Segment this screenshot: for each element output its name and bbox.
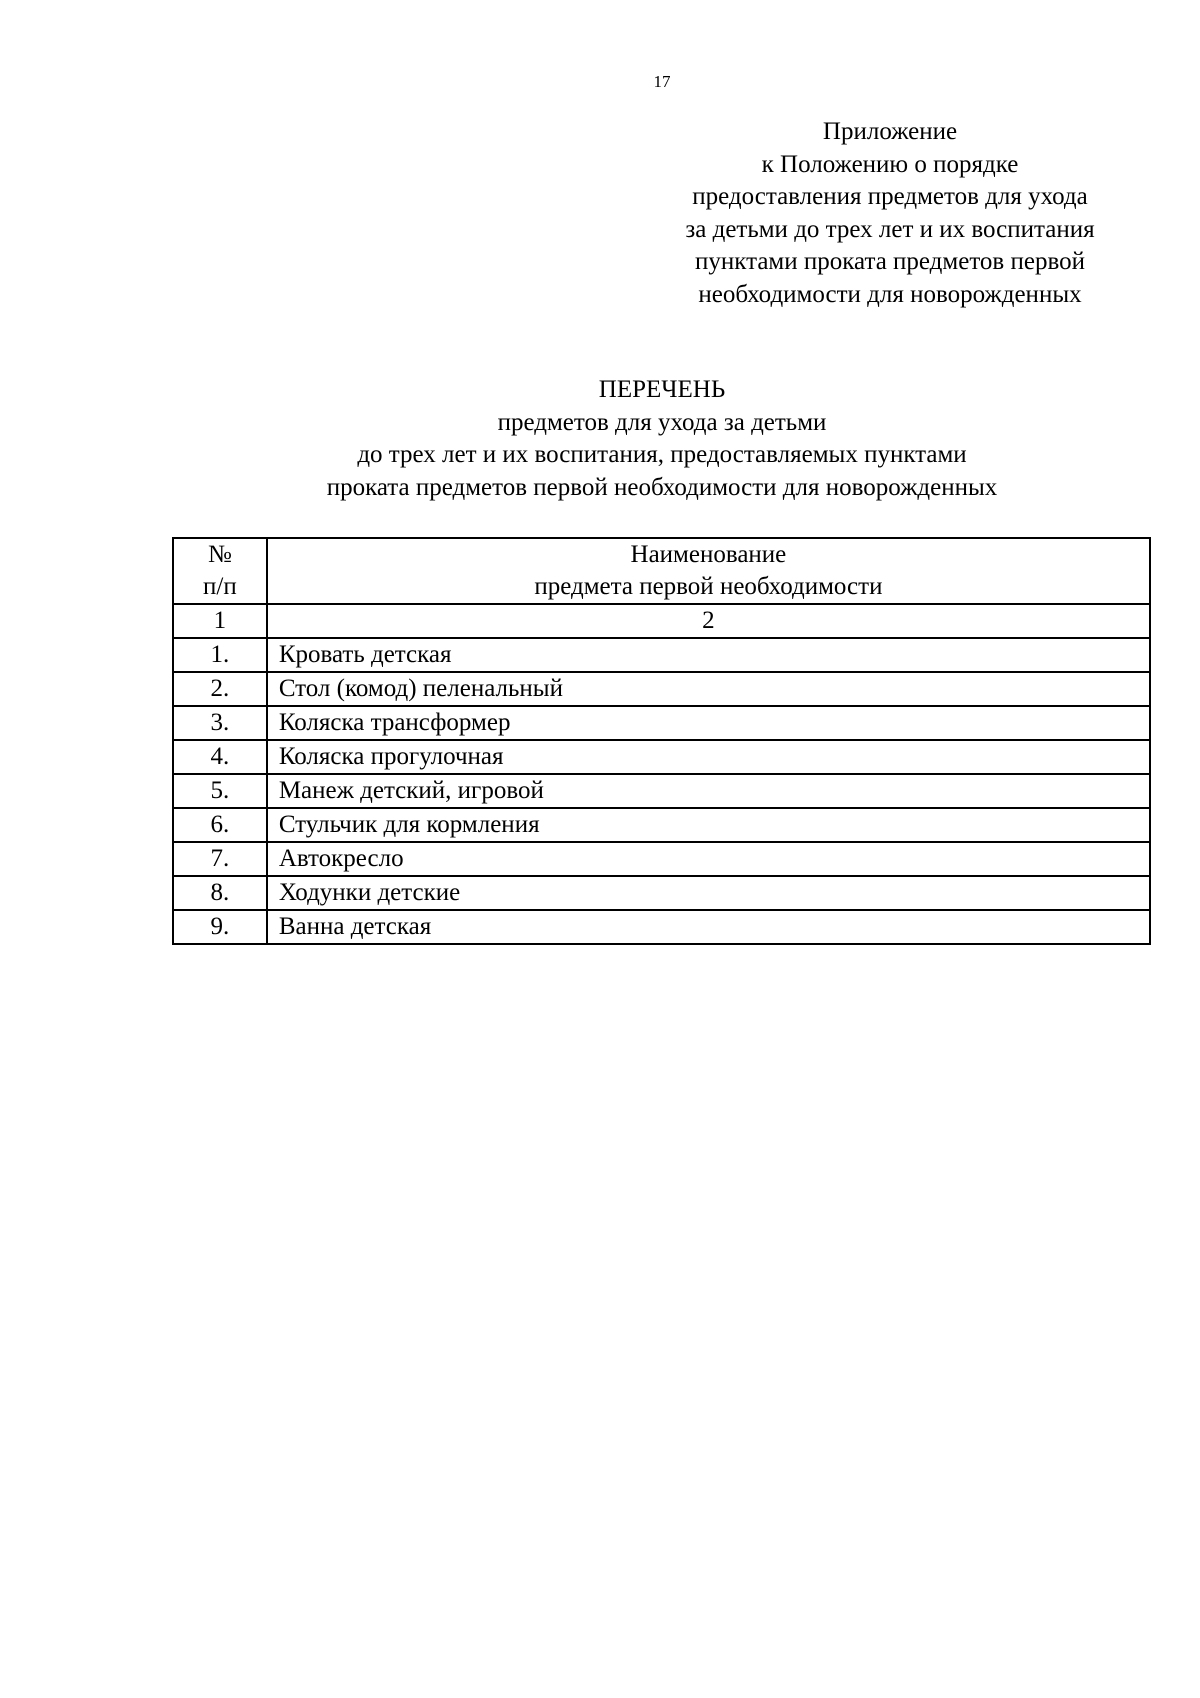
row-number: 5. <box>173 774 267 808</box>
heading-line: проката предметов первой необходимости для новорожденных <box>326 473 998 501</box>
row-number: 2. <box>173 672 267 706</box>
table-header-row <box>173 538 1150 604</box>
appendix-line: за детьми до трех лет и их воспитания <box>685 215 1095 243</box>
heading-line: до трех лет и их воспитания, предоставляемых пунктами <box>357 441 967 468</box>
row-item-name: Коляска трансформер <box>267 706 1150 740</box>
heading-line: предметов для ухода за детьми <box>497 408 827 436</box>
row-number: 3. <box>173 706 267 740</box>
table-row <box>173 842 1150 876</box>
items-table <box>172 537 1151 945</box>
appendix-line: предоставления предметов для ухода <box>692 183 1088 210</box>
row-number: 1. <box>173 638 267 672</box>
header-num-line2: п/п <box>203 573 237 600</box>
heading-title: ПЕРЕЧЕНЬ <box>598 376 726 403</box>
table-row <box>173 808 1150 842</box>
table-row <box>173 774 1150 808</box>
header-num-line1: № <box>207 541 232 568</box>
table-row <box>173 638 1150 672</box>
row-item-name: Манеж детский, игровой <box>267 774 1150 808</box>
row-number: 7. <box>173 842 267 876</box>
appendix-line: Приложение <box>822 118 958 145</box>
row-item-name: Ходунки детские <box>267 876 1150 910</box>
column-index: 2 <box>267 604 1150 638</box>
table-row <box>173 910 1150 944</box>
document-heading <box>160 374 1164 504</box>
row-item-name: Стол (комод) пеленальный <box>267 672 1150 706</box>
row-item-name: Автокресло <box>267 842 1150 876</box>
row-item-name: Кровать детская <box>267 638 1150 672</box>
row-item-name: Ванна детская <box>267 910 1150 944</box>
header-name <box>267 538 1150 604</box>
header-name-line1: Наименование <box>630 541 787 568</box>
column-index: 1 <box>173 604 267 638</box>
row-number: 9. <box>173 910 267 944</box>
appendix-block <box>640 116 1140 311</box>
page-number: 17 <box>653 72 671 91</box>
table-row <box>173 672 1150 706</box>
table-row <box>173 876 1150 910</box>
appendix-line: пунктами проката предметов первой <box>695 248 1085 275</box>
header-num <box>173 538 267 604</box>
row-number: 6. <box>173 808 267 842</box>
row-item-name: Стульчик для кормления <box>267 808 1150 842</box>
row-number: 8. <box>173 876 267 910</box>
table-row <box>173 740 1150 774</box>
appendix-line: к Положению о порядке <box>761 150 1019 178</box>
column-index-row <box>173 604 1150 638</box>
row-number: 4. <box>173 740 267 774</box>
table-row <box>173 706 1150 740</box>
appendix-line: необходимости для новорожденных <box>698 280 1082 308</box>
header-name-line2: предмета первой необходимости <box>534 573 883 600</box>
row-item-name: Коляска прогулочная <box>267 740 1150 774</box>
